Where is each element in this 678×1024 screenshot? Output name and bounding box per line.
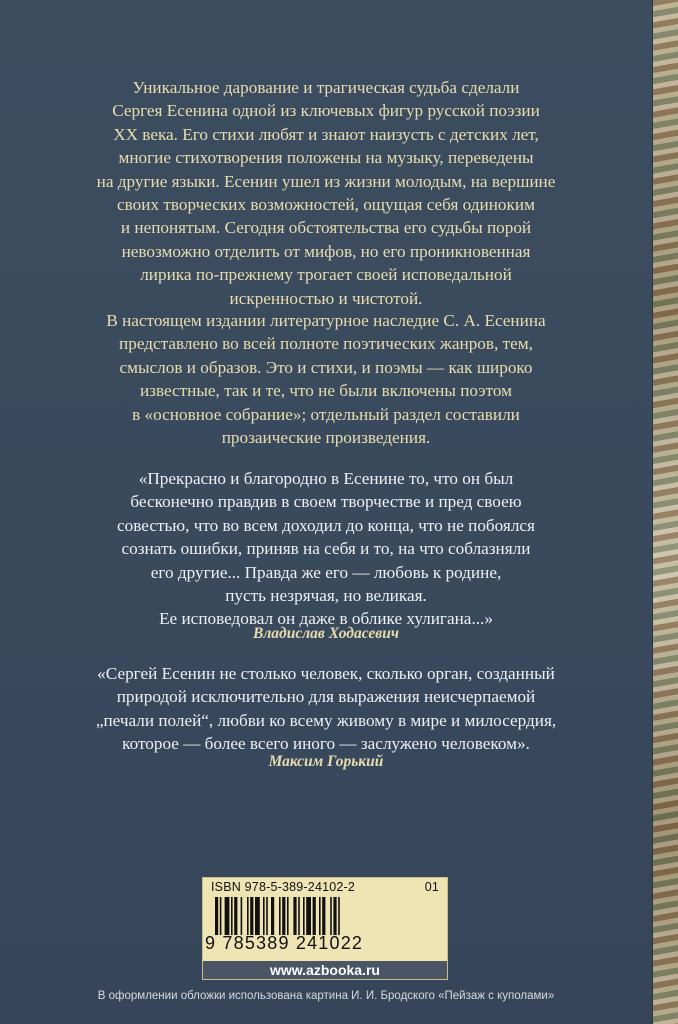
- edition-note-paragraph: [60, 309, 592, 449]
- edition-note-line: в «основное собрание»; отдельный раздел составили: [132, 404, 520, 424]
- isbn-suffix: 01: [424, 880, 439, 894]
- isbn-text: ISBN 978-5-389-24102-2: [211, 880, 356, 894]
- annotation-line: своих творческих возможностей, ощущая себя одиноким: [117, 195, 535, 215]
- spine-painting-strip: [652, 0, 678, 1024]
- edition-note-line: смыслов и образов. Это и стихи, и поэмы — как широко: [119, 357, 533, 377]
- quote-line: «Прекрасно и благородно в Есенине то, что он был: [138, 469, 514, 488]
- quote-author-gorky: Максим Горький: [268, 753, 384, 770]
- quote-line: Ее исповедовал он даже в облике хулигана...»: [159, 609, 493, 629]
- isbn-line: [211, 880, 439, 894]
- edition-note-line: представлено во всей полноте поэтических жанров, тем,: [119, 334, 533, 354]
- annotation-line: и непонятым. Сегодня обстоятельства его судьбы порой: [120, 218, 532, 238]
- quote-gorky: [40, 662, 612, 756]
- quote-line: сознать ошибки, приняв на себя и то, на что соблазняли: [121, 539, 531, 559]
- quote-line: пусть незрячая, но великая.: [225, 586, 427, 606]
- annotation-line: Сергея Есенина одной из ключевых фигур русской поэзии: [112, 101, 540, 121]
- edition-note-line: В настоящем издании литературное наследие С. А. Есенина: [106, 311, 546, 330]
- annotation-line: на другие языки. Есенин ушел из жизни молодым, на вершине: [96, 171, 556, 191]
- edition-note-line: прозаические произведения.: [221, 428, 431, 448]
- publisher-url[interactable]: www.azbooka.ru: [203, 961, 447, 979]
- barcode-panel: [202, 877, 448, 980]
- annotation-line: многие стихотворения положены на музыку, переведены: [118, 148, 534, 168]
- barcode-bars: [215, 897, 437, 935]
- quote-line: совестью, что во всем доходил до конца, что не побоялся: [117, 515, 535, 535]
- barcode-digits: 9 785389 241022: [205, 933, 364, 953]
- quote-line: его другие... Правда же его — любовь к родине,: [150, 562, 502, 582]
- annotation-line: Уникальное дарование и трагическая судьба сделали: [132, 78, 520, 97]
- annotation-paragraph: [60, 76, 592, 310]
- annotation-line: лирика по-прежнему трогает своей исповедальной: [140, 265, 512, 285]
- quote-khodasevich: [40, 467, 612, 631]
- quote-line: бесконечно правдив в своем творчестве и пред своею: [130, 492, 522, 512]
- annotation-line: невозможно отделить от мифов, но его проникновенная: [121, 241, 531, 261]
- annotation-line: искренностью и чистотой.: [229, 288, 423, 308]
- quote-line: которое — более всего иного — заслужено человеком».: [122, 734, 530, 754]
- quote-line: „печали полей“, любви ко всему живому в мире и милосердия,: [95, 710, 557, 730]
- quote-line: природой исключительно для выражения неисчерпаемой: [116, 687, 536, 707]
- annotation-line: XX века. Его стихи любят и знают наизусть с детских лет,: [113, 124, 539, 144]
- edition-note-line: известные, так и те, что не были включены поэтом: [139, 381, 513, 401]
- cover-credit: В оформлении обложки использована картина И. И. Бродского «Пейзаж с куполами»: [97, 990, 555, 1002]
- quote-line: «Сергей Есенин не столько человек, сколько орган, созданный: [97, 664, 555, 683]
- quote-author-khodasevich: Владислав Ходасевич: [253, 625, 399, 642]
